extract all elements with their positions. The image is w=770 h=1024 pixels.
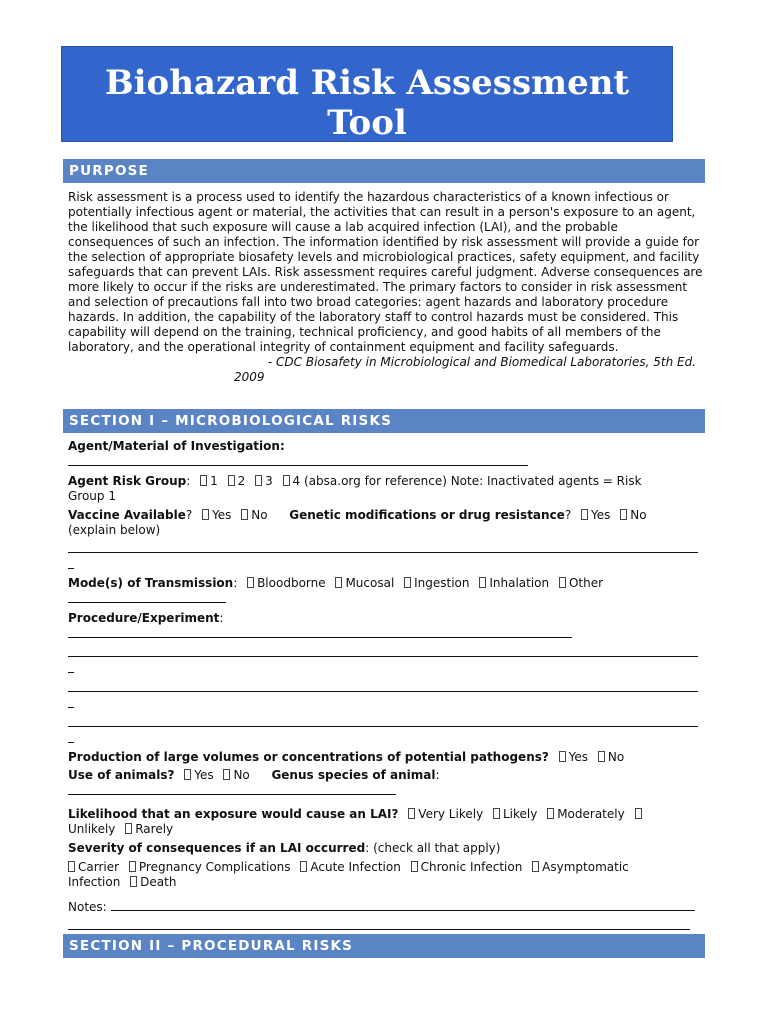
section1-form: Agent/Material of Investigation: Agent Risk Group: 1 2 3 4 (absa.org for reference) Note: Inactivated agents = Risk Group 1 Vaccine Available? Yes No Genetic modifications or drug resistance? Yes No (explain below) Mode(s) of Transmission: Bloodborne Mucosal Ingestion Inhalation Other Procedure/Experiment: Production of large volumes or concentrations of potential pathogens? Yes No Use of animals? Yes No Genus species of animal: Likelihood that an exposure would cause an LAI? Very Likely Likely Moderately Unlikely Rarely Severity of consequences if an LAI occurred: (check all that apply) Carrier Pregnancy Complications Acute Infection Chronic Infection Asymptomatic Infection Death Notes: [68, 439, 704, 934]
risk-group-1-label: 1 [210, 474, 218, 488]
line-wrap [68, 696, 74, 708]
notes-input-line-1[interactable] [111, 899, 695, 911]
procedure-label: Procedure/Experiment [68, 611, 220, 625]
citation-line-2: 2009 [234, 370, 265, 384]
other-input-line[interactable] [68, 591, 226, 603]
severity-note: (check all that apply) [373, 841, 501, 855]
vaccine-label: Vaccine Available [68, 508, 186, 522]
severity-label: Severity of consequences if an LAI occurred [68, 841, 366, 855]
line-wrap [68, 661, 74, 673]
line-wrap [68, 557, 74, 569]
transmission-label: Mode(s) of Transmission [68, 576, 234, 590]
rarely-checkbox[interactable] [125, 823, 132, 834]
line-wrap [68, 731, 74, 743]
purpose-section [68, 190, 704, 385]
bloodborne-label: Bloodborne [257, 576, 326, 590]
notes-input-line-2[interactable] [68, 918, 690, 930]
asymptomatic-checkbox[interactable] [532, 861, 539, 872]
death-checkbox[interactable] [130, 876, 137, 887]
bloodborne-checkbox[interactable] [247, 577, 254, 588]
animals-yes-label: Yes [194, 768, 214, 782]
ingestion-label: Ingestion [414, 576, 470, 590]
procedure-input-line-1[interactable] [68, 626, 572, 638]
chronic-checkbox[interactable] [411, 861, 418, 872]
production-yes-label: Yes [568, 750, 589, 764]
carrier-checkbox[interactable] [68, 861, 75, 872]
notes-label: Notes: [68, 900, 107, 914]
likely-checkbox[interactable] [493, 808, 500, 819]
pregnancy-label: Pregnancy Complications [138, 860, 291, 874]
likely-label: Likely [503, 807, 538, 821]
agent-input-line[interactable] [68, 454, 528, 466]
ingestion-checkbox[interactable] [404, 577, 411, 588]
genus-label: Genus species of animal [271, 768, 436, 782]
vaccine-no-label: No [251, 508, 268, 522]
animals-label: Use of animals? [68, 768, 175, 782]
procedure-input-line-2[interactable] [68, 645, 698, 657]
risk-group-1-checkbox[interactable] [200, 475, 207, 486]
acute-checkbox[interactable] [300, 861, 307, 872]
title-line-1: Biohazard Risk Assessment [104, 63, 630, 103]
procedure-input-line-4[interactable] [68, 715, 698, 727]
death-label: Death [140, 875, 177, 889]
purpose-heading: PURPOSE [63, 159, 705, 183]
animals-no-label: No [233, 768, 250, 782]
rarely-label: Rarely [135, 822, 174, 836]
risk-group-4-checkbox[interactable] [283, 475, 290, 486]
inhalation-label: Inhalation [489, 576, 550, 590]
mucosal-checkbox[interactable] [335, 577, 342, 588]
vaccine-no-checkbox[interactable] [241, 509, 248, 520]
risk-group-note: (absa.org for reference) Note: Inactivated agents = Risk [304, 474, 642, 488]
risk-group-2-checkbox[interactable] [228, 475, 235, 486]
agent-label: Agent/Material of Investigation: [68, 439, 285, 453]
genetic-yes-checkbox[interactable] [581, 509, 588, 520]
very-likely-checkbox[interactable] [408, 808, 415, 819]
inhalation-checkbox[interactable] [479, 577, 486, 588]
very-likely-label: Very Likely [418, 807, 484, 821]
section1-heading: SECTION I – MICROBIOLOGICAL RISKS [63, 409, 705, 433]
risk-group-3-label: 3 [265, 474, 273, 488]
risk-group-3-checkbox[interactable] [255, 475, 262, 486]
animals-yes-checkbox[interactable] [184, 769, 191, 780]
risk-group-4-label: 4 [292, 474, 301, 488]
title-line-2: Tool [327, 103, 407, 143]
risk-group-label: Agent Risk Group [68, 474, 187, 488]
procedure-input-line-3[interactable] [68, 680, 698, 692]
carrier-label: Carrier [78, 860, 120, 874]
genetic-yes-label: Yes [591, 508, 611, 522]
asymptomatic-label: Asymptomatic [542, 860, 629, 874]
unlikely-checkbox[interactable] [635, 808, 642, 819]
genetic-no-checkbox[interactable] [620, 509, 627, 520]
likelihood-label: Likelihood that an exposure would cause an LAI? [68, 807, 399, 821]
mucosal-label: Mucosal [345, 576, 395, 590]
genetic-no-label: No [630, 508, 647, 522]
unlikely-label: Unlikely [68, 822, 116, 836]
genetic-label: Genetic modifications or drug resistance [289, 508, 565, 522]
chronic-label: Chronic Infection [420, 860, 523, 874]
asymptomatic-label-2: Infection [68, 875, 121, 889]
citation-line-1: - CDC Biosafety in Microbiological and Biomedical Laboratories, 5th Ed. [267, 355, 696, 369]
risk-group-note-2: Group 1 [68, 489, 116, 503]
animals-no-checkbox[interactable] [223, 769, 230, 780]
explain-input-line[interactable] [68, 541, 698, 553]
purpose-text: Risk assessment is a process used to identify the hazardous characteristics of a known infectious or potentially infectious agent or material, the activities that can result in a person's exposure to an agent, the likelihood that such exposure will cause a lab acquired infection (LAI), and the probable consequences of such an infection. The information identified by risk assessment will provide a guide for the selection of appropriate biosafety levels and microbiological practices, safety equipment, and facility safeguards that can prevent LAIs. Risk assessment requires careful judgment. Adverse consequences are more likely to occur if the risks are underestimated. The primary factors to consider in risk assessment and selection of precautions fall into two broad categories: agent hazards and laboratory procedure hazards. In addition, the capability of the laboratory staff to control hazards must be considered. This capability will depend on the training, technical proficiency, and good habits of all members of the laboratory, and the operational integrity of containment equipment and facility safeguards. [68, 190, 703, 354]
section2-heading: SECTION II – PROCEDURAL RISKS [63, 934, 705, 958]
production-yes-checkbox[interactable] [559, 751, 566, 762]
vaccine-yes-label: Yes [212, 508, 232, 522]
production-no-checkbox[interactable] [598, 751, 605, 762]
moderately-checkbox[interactable] [547, 808, 554, 819]
risk-group-2-label: 2 [237, 474, 246, 488]
moderately-label: Moderately [557, 807, 625, 821]
other-checkbox[interactable] [559, 577, 566, 588]
genus-input-line[interactable] [68, 783, 396, 795]
explain-note: (explain below) [68, 523, 161, 537]
document-title [61, 46, 673, 142]
vaccine-yes-checkbox[interactable] [202, 509, 209, 520]
production-label: Production of large volumes or concentrations of potential pathogens? [68, 750, 549, 764]
acute-label: Acute Infection [310, 860, 401, 874]
production-no-label: No [607, 750, 625, 764]
other-label: Other [568, 576, 604, 590]
citation [68, 355, 704, 385]
pregnancy-checkbox[interactable] [129, 861, 136, 872]
